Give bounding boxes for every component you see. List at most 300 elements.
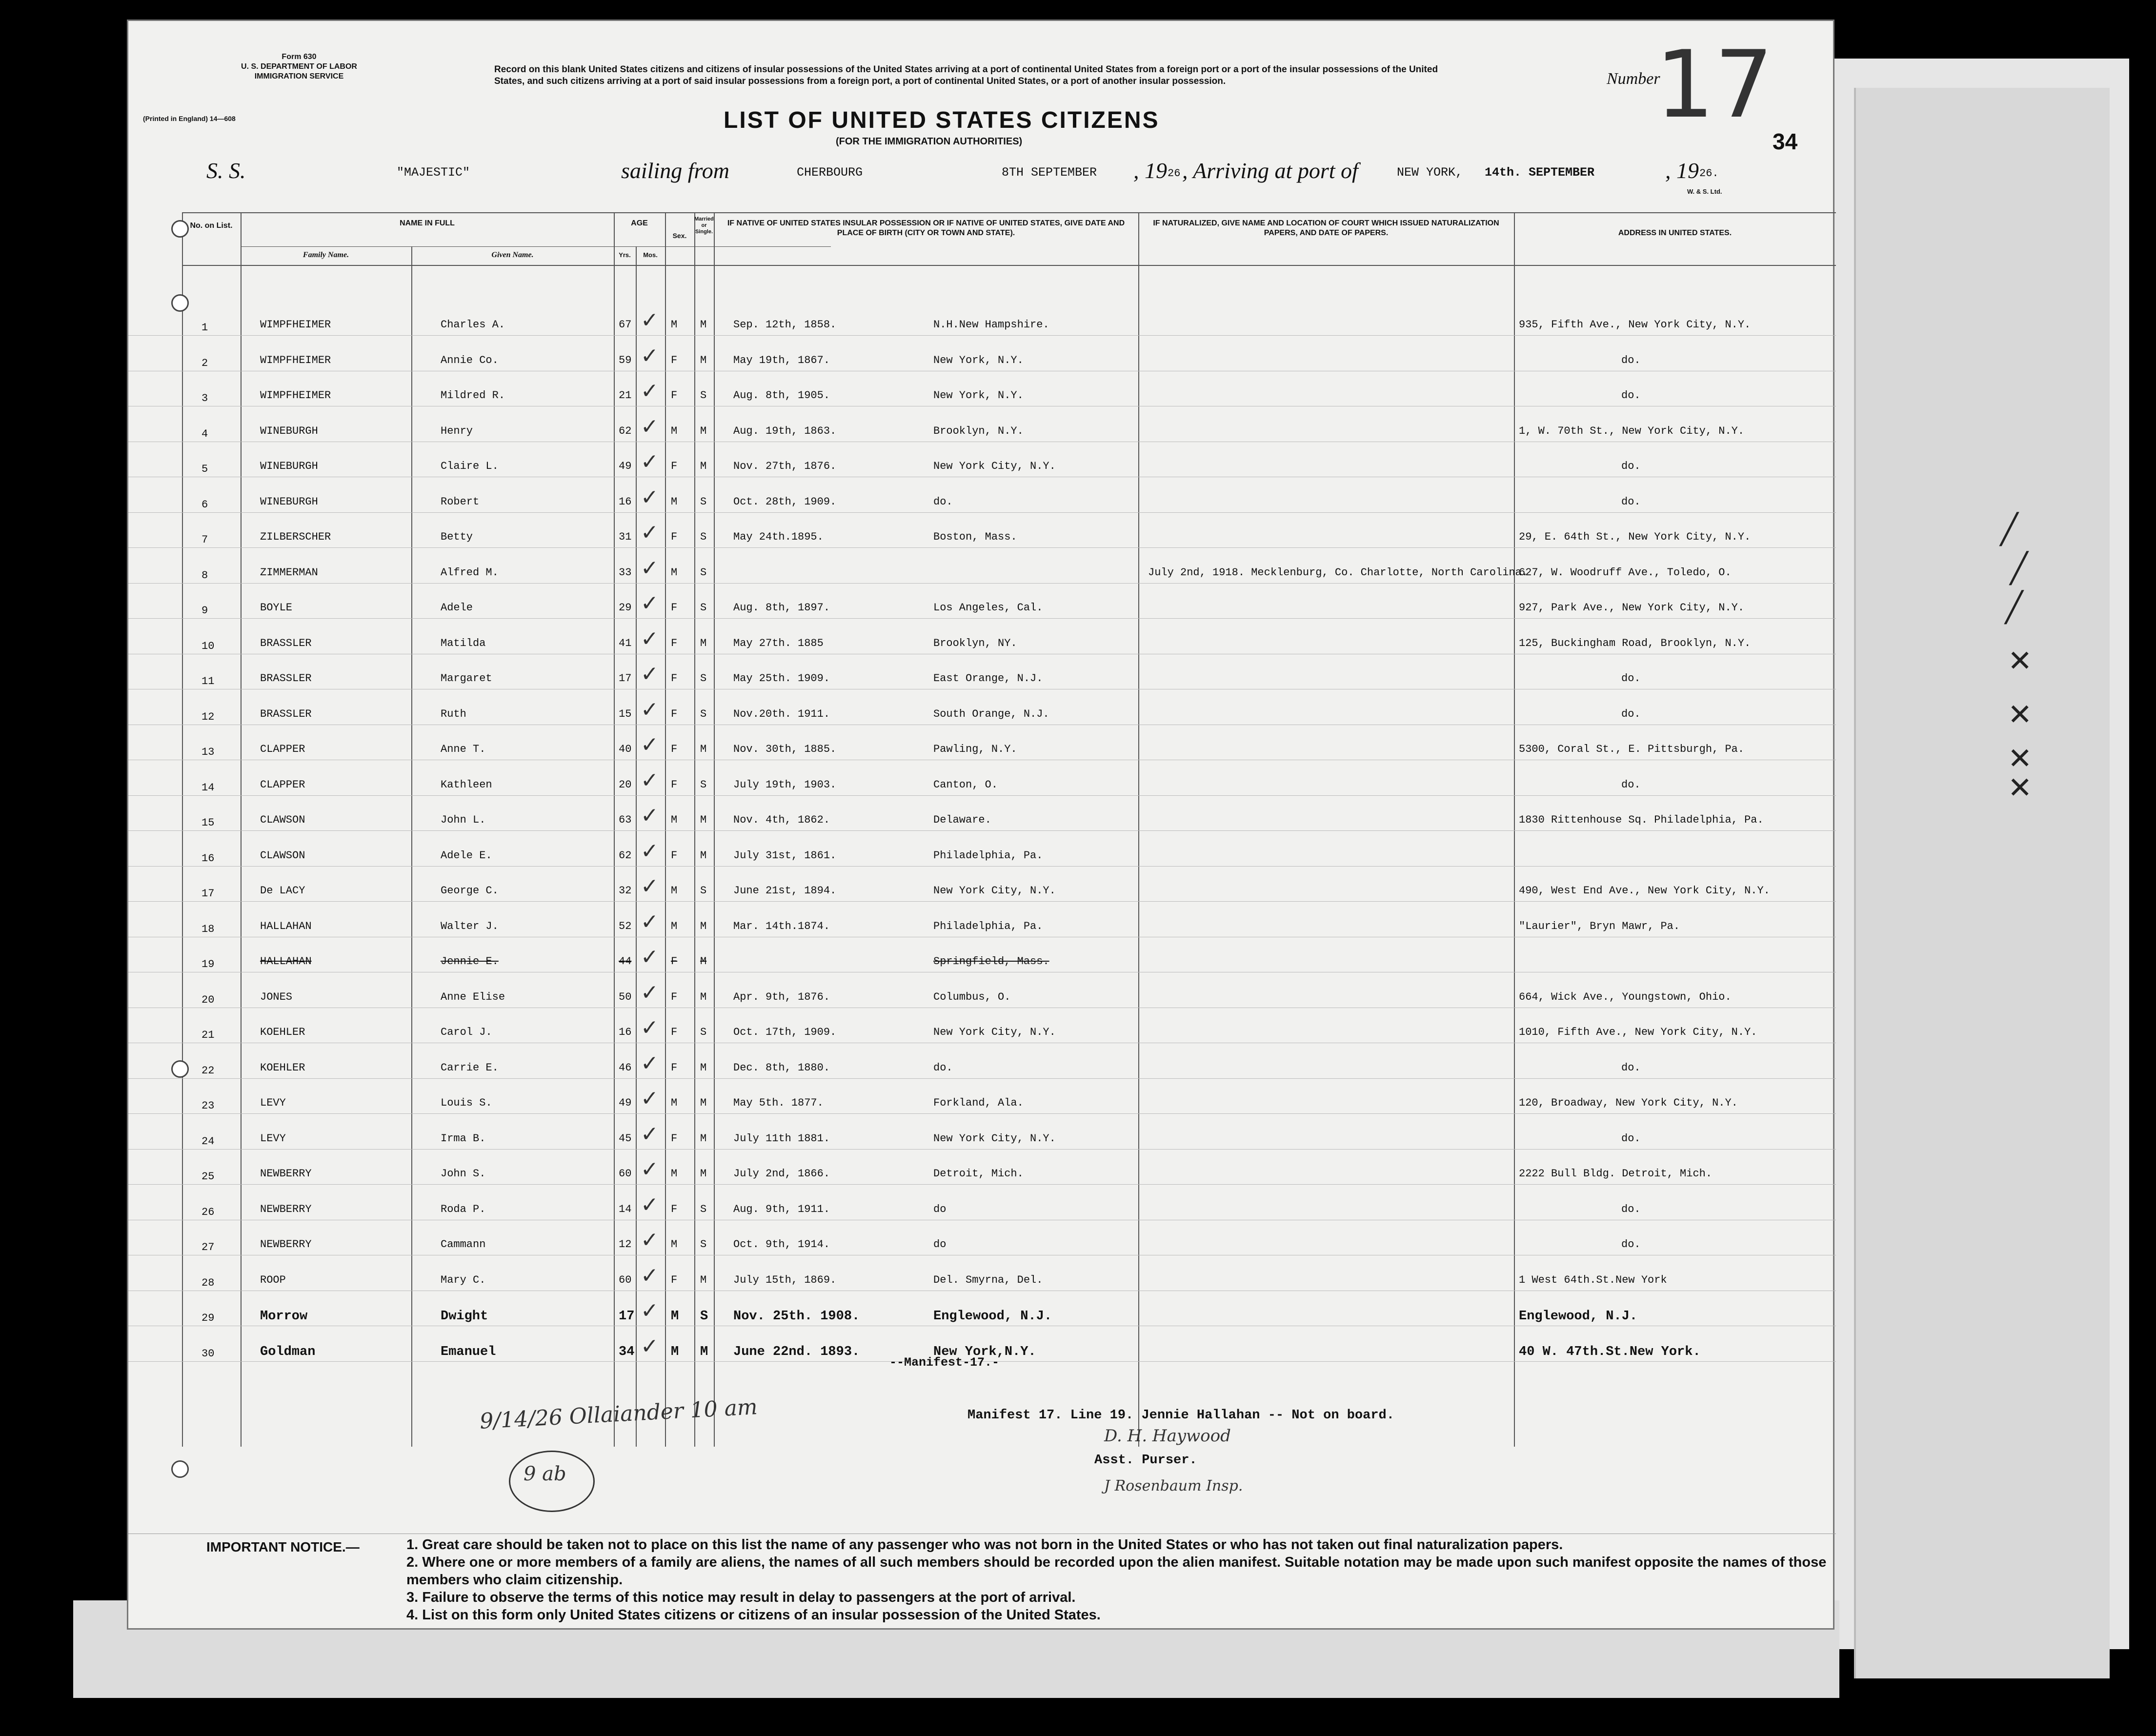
check-mark: ✓ xyxy=(641,1121,659,1147)
birth-date: Aug. 9th, 1911. xyxy=(733,1203,830,1215)
birth-place: New York, N.Y. xyxy=(933,354,1024,366)
given-name: Cammann xyxy=(441,1238,486,1251)
marital-status: S xyxy=(700,1309,708,1324)
birth-date: June 21st, 1894. xyxy=(733,885,837,897)
birth-date: Oct. 9th, 1914. xyxy=(733,1238,830,1251)
marital-status: S xyxy=(700,778,707,791)
address: do. xyxy=(1621,495,1641,508)
age-years: 50 xyxy=(619,990,632,1003)
age-years: 14 xyxy=(619,1203,632,1215)
given-name: Anne Elise xyxy=(441,990,505,1003)
address: 927, Park Ave., New York City, N.Y. xyxy=(1519,602,1745,614)
marital-status: M xyxy=(700,743,707,755)
age-years: 60 xyxy=(619,1168,632,1180)
birth-date: Aug. 8th, 1905. xyxy=(733,389,830,402)
marital-status: M xyxy=(700,424,707,437)
age-years: 52 xyxy=(619,920,632,932)
form-number: Form 630 xyxy=(282,53,317,61)
address: do. xyxy=(1621,389,1641,402)
row-rule xyxy=(128,1149,1836,1150)
age-years: 40 xyxy=(619,743,632,755)
col-header-age: AGE xyxy=(631,219,648,227)
age-years: 21 xyxy=(619,389,632,402)
family-name: KOEHLER xyxy=(260,1026,305,1038)
given-name: Anne T. xyxy=(441,743,486,755)
birth-place: Columbus, O. xyxy=(933,990,1011,1003)
number-label: Number xyxy=(1607,70,1660,88)
row-number: 7 xyxy=(201,534,208,546)
col-divider xyxy=(241,212,242,1447)
marital-status: S xyxy=(700,566,707,579)
sex: M xyxy=(671,319,678,331)
page-subtitle: (FOR THE IMMIGRATION AUTHORITIES) xyxy=(836,136,1023,147)
row-rule xyxy=(128,1078,1836,1079)
row-rule xyxy=(128,1184,1836,1185)
given-name: Walter J. xyxy=(441,920,499,932)
check-mark: ✓ xyxy=(641,662,659,686)
given-name: Robert xyxy=(441,495,480,508)
ship-name: "MAJESTIC" xyxy=(397,165,470,180)
address: do. xyxy=(1621,460,1641,472)
birth-place: Springfield, Mass. xyxy=(933,955,1049,968)
age-years: 29 xyxy=(619,602,632,614)
family-name: CLAPPER xyxy=(260,778,305,791)
birth-place: do xyxy=(933,1238,947,1251)
row-number: 22 xyxy=(201,1064,215,1077)
purser-signature: D. H. Haywood xyxy=(1104,1426,1231,1446)
row-number: 29 xyxy=(201,1312,215,1324)
birth-place: Brooklyn, N.Y. xyxy=(933,424,1024,437)
birth-place: New York,N.Y. xyxy=(933,1344,1036,1359)
tick-mark: ╱ xyxy=(2010,551,2028,585)
birth-date: Nov.20th. 1911. xyxy=(733,707,830,720)
arrival-port: NEW YORK, xyxy=(1397,165,1463,180)
col-header-no: No. on List. xyxy=(190,222,233,230)
birth-date: Nov. 27th, 1876. xyxy=(733,460,837,472)
row-rule xyxy=(128,512,1836,513)
address: 40 W. 47th.St.New York. xyxy=(1519,1344,1701,1359)
given-name: Charles A. xyxy=(441,319,505,331)
arrival-year: 26. xyxy=(1699,167,1719,180)
row-number: 28 xyxy=(201,1276,215,1289)
address: do. xyxy=(1621,778,1641,791)
row-rule xyxy=(128,866,1836,867)
given-name: Matilda xyxy=(441,637,486,649)
birth-place: do. xyxy=(933,495,953,508)
given-name: Henry xyxy=(441,424,473,437)
col-header-yrs: Yrs. xyxy=(619,251,631,259)
birth-date: July 15th, 1869. xyxy=(733,1273,837,1286)
col-divider xyxy=(614,212,615,1447)
birth-date: Dec. 8th, 1880. xyxy=(733,1061,830,1074)
given-name: Adele xyxy=(441,602,473,614)
birth-place: Detroit, Mich. xyxy=(933,1168,1024,1180)
given-name: Carrie E. xyxy=(441,1061,499,1074)
sex: M xyxy=(671,1168,678,1180)
row-number: 26 xyxy=(201,1206,215,1218)
age-years: 15 xyxy=(619,707,632,720)
row-number: 12 xyxy=(201,710,215,723)
check-mark: ✓ xyxy=(641,1015,659,1040)
col-header-name: NAME IN FULL xyxy=(400,219,455,227)
family-name: BRASSLER xyxy=(260,637,312,649)
birth-place: Del. Smyrna, Del. xyxy=(933,1273,1043,1286)
manifest-number: 17 xyxy=(1655,31,1773,139)
age-years: 16 xyxy=(619,1026,632,1038)
sex: F xyxy=(671,743,678,755)
col-divider xyxy=(1514,212,1515,1447)
family-name: HALLAHAN xyxy=(260,920,312,932)
family-name: BRASSLER xyxy=(260,707,312,720)
notice-list xyxy=(406,1536,1831,1624)
birth-date: May 19th, 1867. xyxy=(733,354,830,366)
row-number: 20 xyxy=(201,993,215,1006)
given-name: Annie Co. xyxy=(441,354,499,366)
age-years: 34 xyxy=(619,1344,635,1359)
address: 120, Broadway, New York City, N.Y. xyxy=(1519,1097,1738,1109)
inspector-signature: J Rosenbaum Insp. xyxy=(1104,1477,1243,1494)
row-number: 15 xyxy=(201,817,215,829)
arrival-date: 14th. SEPTEMBER xyxy=(1485,165,1595,180)
sex: F xyxy=(671,707,678,720)
address: 29, E. 64th St., New York City, N.Y. xyxy=(1519,531,1751,543)
notice-item: 2. Where one or more members of a family are aliens, the names of all such members should be recorded upon the alien manifest. Suitable notation may be made upon such manifest opposite the names of those members who claim citizenship. xyxy=(406,1554,1827,1588)
family-name: BOYLE xyxy=(260,602,293,614)
col-header-address: ADDRESS IN UNITED STATES. xyxy=(1618,229,1732,237)
col-divider xyxy=(1138,212,1139,1447)
check-mark: ✓ xyxy=(641,1086,659,1111)
row-number: 2 xyxy=(201,357,208,369)
check-mark: ✓ xyxy=(641,484,659,510)
marital-status: S xyxy=(700,885,707,897)
sex: F xyxy=(671,460,678,472)
date-stamp-handwritten: 9/14/26 Ollaiander 10 am xyxy=(479,1394,758,1434)
marital-status: M xyxy=(700,319,707,331)
tick-mark: ╱ xyxy=(2005,590,2023,625)
check-mark: ✓ xyxy=(641,732,659,757)
col-divider xyxy=(182,212,183,1447)
punch-hole xyxy=(171,220,189,238)
check-mark: ✓ xyxy=(641,520,659,545)
check-mark: ✓ xyxy=(641,838,659,864)
sailing-label: sailing from xyxy=(621,158,729,183)
arriving-label: , Arriving at port of xyxy=(1182,158,1358,183)
family-name: Morrow xyxy=(260,1309,308,1324)
sex: M xyxy=(671,1097,678,1109)
marital-status: S xyxy=(700,602,707,614)
col-header-married: Married or Single. xyxy=(694,216,714,235)
row-number: 24 xyxy=(201,1135,215,1148)
col-header-family: Family Name. xyxy=(302,251,349,259)
age-years: 12 xyxy=(619,1238,632,1251)
age-years: 63 xyxy=(619,814,632,826)
birth-date: May 24th.1895. xyxy=(733,531,824,543)
row-number: 13 xyxy=(201,746,215,758)
address: "Laurier", Bryn Mawr, Pa. xyxy=(1519,920,1680,932)
birth-date: July 2nd, 1866. xyxy=(733,1168,830,1180)
row-number: 14 xyxy=(201,781,215,794)
sex: F xyxy=(671,1273,678,1286)
sex: F xyxy=(671,531,678,543)
form-header-block xyxy=(211,52,387,81)
check-mark: ✓ xyxy=(641,343,659,368)
age-years: 59 xyxy=(619,354,632,366)
row-number: 1 xyxy=(201,322,208,334)
row-number: 27 xyxy=(201,1241,215,1253)
given-name: Alfred M. xyxy=(441,566,499,579)
birth-date: Apr. 9th, 1876. xyxy=(733,990,830,1003)
cross-mark: ✕ xyxy=(2008,698,2033,732)
family-name: WINEBURGH xyxy=(260,495,318,508)
name-subheader-line xyxy=(241,246,831,247)
marital-status: M xyxy=(700,814,707,826)
record-instructions: Record on this blank United States citizens and citizens of insular possessions of the United States arriving at a port of continental United States from a foreign port or a port of the insular possessions of the United States, and such citizens arriving at a port of said insular possessions from a foreign port, a port of continental United States, or a port of another insular possession. xyxy=(494,64,1438,86)
notice-item: 4. List on this form only United States citizens or citizens of an insular possession of the United States. xyxy=(406,1607,1101,1623)
check-mark: ✓ xyxy=(641,909,659,934)
sex: F xyxy=(671,849,678,862)
underlying-pages-right-2 xyxy=(1854,88,2110,1678)
address: 1830 Rittenhouse Sq. Philadelphia, Pa. xyxy=(1519,814,1764,826)
birth-date: Nov. 30th, 1885. xyxy=(733,743,837,755)
check-mark: ✓ xyxy=(641,980,659,1005)
given-name: Roda P. xyxy=(441,1203,486,1215)
age-years: 31 xyxy=(619,531,632,543)
birth-place: Canton, O. xyxy=(933,778,998,791)
birth-date: June 22nd. 1893. xyxy=(733,1344,860,1359)
check-mark: ✓ xyxy=(641,945,659,969)
check-mark: ✓ xyxy=(641,555,659,581)
address: do. xyxy=(1621,354,1641,366)
given-name: Claire L. xyxy=(441,460,499,472)
check-mark: ✓ xyxy=(641,1050,659,1076)
family-name: KOEHLER xyxy=(260,1061,305,1074)
marital-status: M xyxy=(700,1132,707,1145)
row-rule xyxy=(128,583,1836,584)
sex: F xyxy=(671,955,678,968)
birth-date: Aug. 8th, 1897. xyxy=(733,602,830,614)
sex: F xyxy=(671,778,678,791)
address: 1 West 64th.St.New York xyxy=(1519,1273,1667,1286)
sex: F xyxy=(671,1026,678,1038)
family-name: BRASSLER xyxy=(260,672,312,685)
col-divider xyxy=(694,212,695,1447)
department-name: U. S. DEPARTMENT OF LABOR xyxy=(241,62,357,71)
given-name: Emanuel xyxy=(441,1344,496,1359)
age-years: 62 xyxy=(619,849,632,862)
row-number: 30 xyxy=(201,1347,215,1360)
given-name: Jennie E. xyxy=(441,955,499,968)
notice-title: IMPORTANT NOTICE.— xyxy=(206,1539,360,1554)
family-name: Goldman xyxy=(260,1344,316,1359)
punch-hole xyxy=(171,1460,189,1478)
sex: F xyxy=(671,990,678,1003)
birth-date: July 19th, 1903. xyxy=(733,778,837,791)
family-name: WIMPFHEIMER xyxy=(260,389,331,402)
check-mark: ✓ xyxy=(641,591,659,616)
sex: M xyxy=(671,424,678,437)
col-header-sex: Sex. xyxy=(672,232,687,240)
sex: M xyxy=(671,495,678,508)
address: do. xyxy=(1621,1061,1641,1074)
birth-date: May 25th. 1909. xyxy=(733,672,830,685)
given-name: Irma B. xyxy=(441,1132,486,1145)
sex: M xyxy=(671,566,678,579)
age-years: 20 xyxy=(619,778,632,791)
row-number: 17 xyxy=(201,888,215,900)
row-number: 4 xyxy=(201,427,208,440)
check-mark: ✓ xyxy=(641,697,659,722)
given-name: Adele E. xyxy=(441,849,492,862)
address: do. xyxy=(1621,1203,1641,1215)
service-name: IMMIGRATION SERVICE xyxy=(254,72,344,81)
address: 5300, Coral St., E. Pittsburgh, Pa. xyxy=(1519,743,1745,755)
ss-label: S. S. xyxy=(206,158,246,183)
page-number: 34 xyxy=(1773,129,1798,154)
birth-place: New York City, N.Y. xyxy=(933,1132,1056,1145)
check-mark: ✓ xyxy=(641,449,659,474)
family-name: ROOP xyxy=(260,1273,286,1286)
row-number: 18 xyxy=(201,923,215,935)
sex: F xyxy=(671,1061,678,1074)
row-number: 8 xyxy=(201,569,208,582)
check-mark: ✓ xyxy=(641,626,659,651)
sex: M xyxy=(671,1238,678,1251)
age-years: 16 xyxy=(619,495,632,508)
birth-place: do xyxy=(933,1203,947,1215)
given-name: John S. xyxy=(441,1168,486,1180)
address: 125, Buckingham Road, Brooklyn, N.Y. xyxy=(1519,637,1751,649)
birth-date: July 11th 1881. xyxy=(733,1132,830,1145)
sex: M xyxy=(671,814,678,826)
row-rule xyxy=(128,830,1836,831)
address: 2222 Bull Bldg. Detroit, Mich. xyxy=(1519,1168,1713,1180)
family-name: WIMPFHEIMER xyxy=(260,319,331,331)
given-name: John L. xyxy=(441,814,486,826)
birth-date: July 31st, 1861. xyxy=(733,849,837,862)
page-title: LIST OF UNITED STATES CITIZENS xyxy=(724,107,1160,133)
cross-mark: ✕ xyxy=(2008,644,2033,678)
birth-place: East Orange, N.J. xyxy=(933,672,1043,685)
marital-status: M xyxy=(700,920,707,932)
marital-status: S xyxy=(700,495,707,508)
row-number: 25 xyxy=(201,1171,215,1183)
row-number: 6 xyxy=(201,498,208,511)
marital-status: M xyxy=(700,1273,707,1286)
row-number: 23 xyxy=(201,1100,215,1112)
birth-place: Boston, Mass. xyxy=(933,531,1017,543)
check-mark: ✓ xyxy=(641,1192,659,1217)
given-name: Mildred R. xyxy=(441,389,505,402)
address: 1010, Fifth Ave., New York City, N.Y. xyxy=(1519,1026,1757,1038)
manifest-sheet xyxy=(127,20,1834,1630)
col-header-birth: IF NATIVE OF UNITED STATES INSULAR POSSESSION OR IF NATIVE OF UNITED STATES, GIVE DATE AND PLACE OF BIRTH (CITY OR TOWN AND STATE). xyxy=(727,219,1125,237)
family-name: LEVY xyxy=(260,1097,286,1109)
sex: M xyxy=(671,885,678,897)
check-mark: ✓ xyxy=(641,1298,659,1323)
birth-place: New York City, N.Y. xyxy=(933,1026,1056,1038)
marital-status: M xyxy=(700,955,707,968)
row-rule xyxy=(128,1113,1836,1114)
age-years: 62 xyxy=(619,424,632,437)
birth-place: New York, N.Y. xyxy=(933,389,1024,402)
punch-hole xyxy=(171,1060,189,1078)
birth-date: May 5th. 1877. xyxy=(733,1097,824,1109)
naturalization: July 2nd, 1918. Mecklenburg, Co. Charlotte, North Carolina. xyxy=(1148,566,1528,579)
table-header-bottom xyxy=(182,265,1836,266)
check-mark: ✓ xyxy=(641,767,659,793)
notice-item: 1. Great care should be taken not to place on this list the name of any passenger who was not born in the United States or who has not taken out final naturalization papers. xyxy=(406,1537,1563,1553)
birth-place: Delaware. xyxy=(933,814,991,826)
marital-status: M xyxy=(700,1344,708,1359)
age-years: 32 xyxy=(619,885,632,897)
birth-place: do. xyxy=(933,1061,953,1074)
sex: M xyxy=(671,1309,679,1324)
check-mark: ✓ xyxy=(641,874,659,899)
age-years: 67 xyxy=(619,319,632,331)
circle-note: 9 ab xyxy=(524,1463,566,1485)
birth-place: Philadelphia, Pa. xyxy=(933,920,1043,932)
given-name: George C. xyxy=(441,885,499,897)
age-years: 41 xyxy=(619,637,632,649)
age-years: 17 xyxy=(619,672,632,685)
col-header-naturalized: IF NATURALIZED, GIVE NAME AND LOCATION OF COURT WHICH ISSUED NATURALIZATION PAPERS, AND DATE OF PAPERS. xyxy=(1153,219,1499,237)
address: 935, Fifth Ave., New York City, N.Y. xyxy=(1519,319,1751,331)
given-name: Ruth xyxy=(441,707,466,720)
col-header-given: Given Name. xyxy=(491,251,534,259)
birth-date: Mar. 14th.1874. xyxy=(733,920,830,932)
check-mark: ✓ xyxy=(641,1333,659,1359)
given-name: Carol J. xyxy=(441,1026,492,1038)
sex: F xyxy=(671,672,678,685)
row-number: 3 xyxy=(201,392,208,404)
marital-status: S xyxy=(700,707,707,720)
line19-note: Manifest 17. Line 19. Jennie Hallahan -- Not on board. xyxy=(967,1408,1394,1423)
tick-mark: ╱ xyxy=(2000,512,2018,546)
marital-status: M xyxy=(700,637,707,649)
check-mark: ✓ xyxy=(641,1157,659,1182)
age-years: 17 xyxy=(619,1309,635,1324)
table-top-border xyxy=(182,212,1836,213)
family-name: CLAWSON xyxy=(260,849,305,862)
birth-date: Aug. 19th, 1863. xyxy=(733,424,837,437)
marital-status: M xyxy=(700,354,707,366)
marital-status: S xyxy=(700,672,707,685)
birth-place: Los Angeles, Cal. xyxy=(933,602,1043,614)
punch-hole xyxy=(171,294,189,312)
family-name: De LACY xyxy=(260,885,305,897)
family-name: JONES xyxy=(260,990,293,1003)
address: do. xyxy=(1621,1132,1641,1145)
birth-place: N.H.New Hampshire. xyxy=(933,319,1049,331)
departure-port: CHERBOURG xyxy=(797,165,863,180)
birth-date: Sep. 12th, 1858. xyxy=(733,319,837,331)
row-rule xyxy=(128,547,1836,548)
row-rule xyxy=(128,618,1836,619)
age-years: 44 xyxy=(619,955,632,968)
sex: M xyxy=(671,920,678,932)
year-label-1: , 19 xyxy=(1133,158,1167,183)
birth-date: Oct. 28th, 1909. xyxy=(733,495,837,508)
birth-date: Oct. 17th, 1909. xyxy=(733,1026,837,1038)
row-number: 21 xyxy=(201,1029,215,1041)
manifest-note: --Manifest-17.- xyxy=(889,1355,1000,1370)
address: 490, West End Ave., New York City, N.Y. xyxy=(1519,885,1770,897)
family-name: HALLAHAN xyxy=(260,955,312,968)
address: 1, W. 70th St., New York City, N.Y. xyxy=(1519,424,1745,437)
marital-status: S xyxy=(700,1026,707,1038)
birth-place: New York City, N.Y. xyxy=(933,460,1056,472)
age-years: 45 xyxy=(619,1132,632,1145)
